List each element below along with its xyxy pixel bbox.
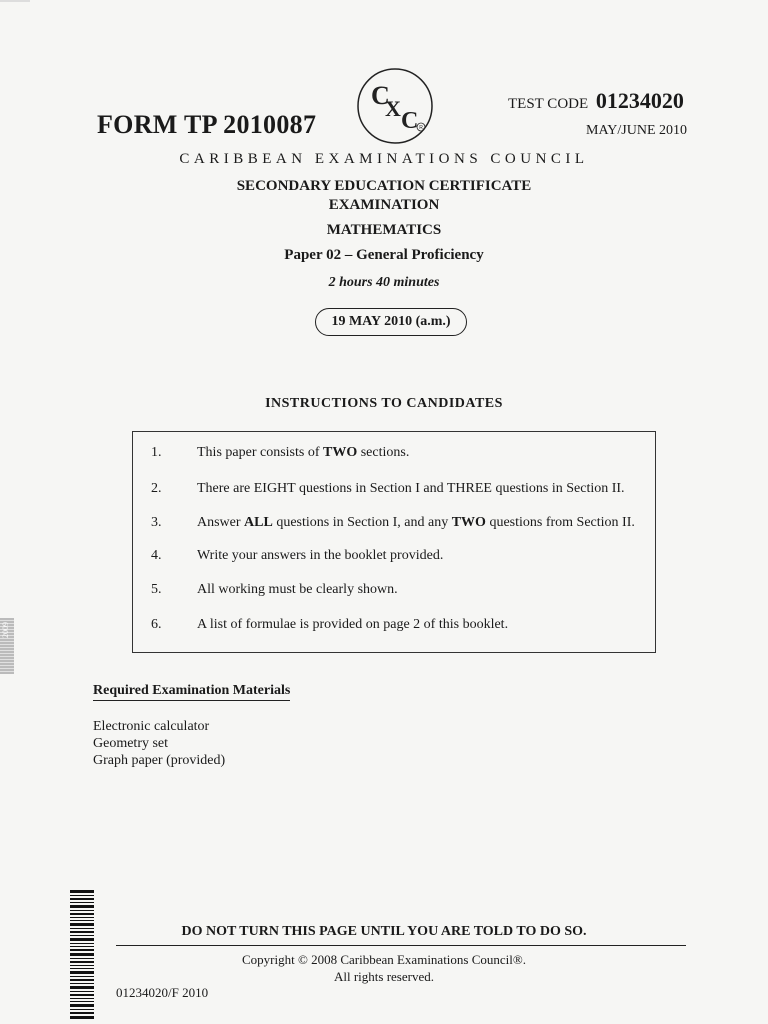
svg-text:C: C	[371, 81, 390, 110]
copyright-line: All rights reserved.	[333, 969, 434, 984]
exam-title-line1: SECONDARY EDUCATION CERTIFICATE	[236, 178, 532, 194]
instruction-text: A list of formulae is provided on page 2 of this booklet.	[197, 617, 509, 632]
materials-heading: Required Examination Materials	[93, 683, 290, 701]
material-item: Geometry set	[93, 736, 169, 751]
side-strip	[0, 618, 14, 674]
material-item: Graph paper (provided)	[93, 753, 226, 768]
instructions-box	[132, 431, 656, 653]
svg-text:X: X	[385, 96, 401, 121]
instruction-number: 5.	[151, 582, 162, 597]
subject-title: MATHEMATICS	[326, 222, 442, 238]
corner-mark	[0, 0, 30, 2]
material-item: Electronic calculator	[93, 719, 210, 734]
test-code	[508, 88, 684, 114]
svg-text:R: R	[419, 125, 423, 131]
exam-duration: 2 hours 40 minutes	[328, 275, 440, 290]
exam-title-line2: EXAMINATION	[328, 197, 440, 213]
do-not-turn-warning: DO NOT TURN THIS PAGE UNTIL YOU ARE TOLD TO DO SO.	[181, 924, 587, 939]
instruction-text: Write your answers in the booklet provided.	[197, 548, 444, 563]
instruction-text: Answer ALL questions in Section I, and any TWO questions from Section II.	[197, 515, 635, 530]
instruction-number: 1.	[151, 445, 162, 460]
svg-text:C: C	[401, 108, 419, 134]
council-name: CARIBBEAN EXAMINATIONS COUNCIL	[179, 151, 589, 167]
cxc-logo	[355, 66, 435, 146]
exam-session: MAY/JUNE 2010	[586, 123, 687, 138]
copyright	[0, 951, 768, 985]
instruction-number: 3.	[151, 515, 162, 530]
paper-title: Paper 02 – General Proficiency	[284, 247, 484, 263]
materials-list	[93, 718, 225, 769]
instructions-heading: INSTRUCTIONS TO CANDIDATES	[265, 396, 503, 411]
test-code-value: 01234020	[595, 88, 684, 113]
side-strip-label: 2009	[1, 622, 10, 638]
instruction-text: There are EIGHT questions in Section I and THREE questions in Section II.	[197, 481, 625, 496]
footer-divider	[116, 945, 686, 946]
instruction-text: This paper consists of TWO sections.	[197, 445, 410, 460]
instruction-number: 6.	[151, 617, 162, 632]
footer-code: 01234020/F 2010	[116, 985, 209, 1000]
exam-date: 19 MAY 2010 (a.m.)	[315, 308, 467, 336]
instruction-number: 4.	[151, 548, 162, 563]
test-code-label: TEST CODE	[508, 96, 589, 112]
copyright-line: Copyright © 2008 Caribbean Examinations Council®.	[241, 952, 527, 967]
instruction-number: 2.	[151, 481, 162, 496]
form-tp-number: FORM TP 2010087	[97, 110, 317, 139]
instruction-text: All working must be clearly shown.	[197, 582, 398, 597]
